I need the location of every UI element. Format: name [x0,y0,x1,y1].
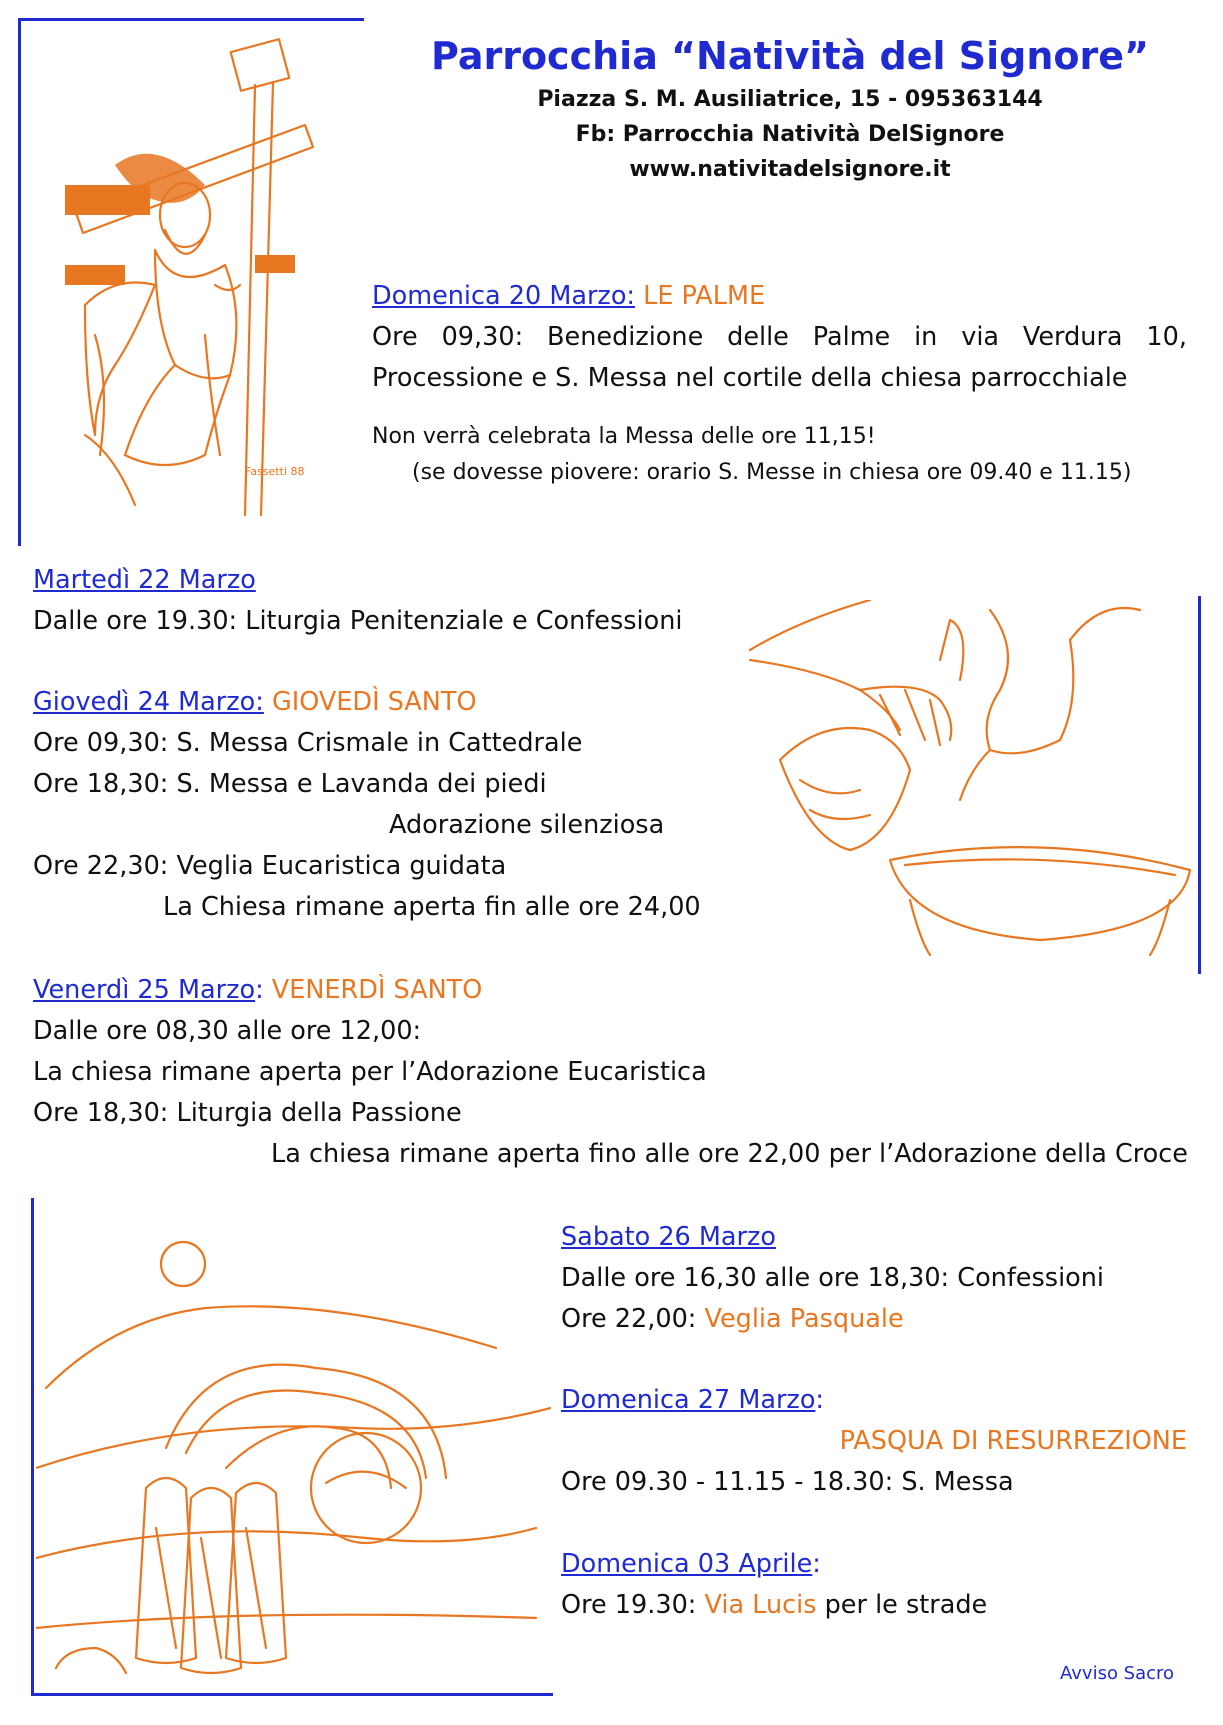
pasqua-colon: : [815,1385,825,1415]
aprile-colon: : [812,1549,821,1579]
page-header [380,30,1200,187]
crucifix-illustration-icon [55,35,325,535]
section-sabato [561,1217,1104,1340]
sabato-line2-highlight: Veglia Pasquale [704,1304,904,1334]
venerdi-colon: : [255,975,264,1005]
venerdi-line4: La chiesa rimane aperta fino alle ore 22,00 per l’Adorazione della Croce [271,1139,1188,1169]
section-martedi [33,560,683,642]
giovedi-line3: Adorazione silenziosa [389,810,665,840]
section-giovedi [33,682,701,928]
section-venerdi [33,970,1188,1175]
frame-left-bottom [31,1198,34,1696]
pasqua-feast: PASQUA DI RESURREZIONE [839,1426,1187,1456]
pasqua-date: Domenica 27 Marzo [561,1385,816,1415]
empty-tomb-illustration-icon [36,1228,551,1688]
palme-line2: Processione e S. Messa nel cortile della chiesa parrocchiale [372,363,1128,393]
venerdi-line2: La chiesa rimane aperta per l’Adorazione Eucaristica [33,1057,707,1087]
giovedi-feast: GIOVEDÌ SANTO [271,687,477,717]
giovedi-line2: Ore 18,30: S. Messa e Lavanda dei piedi [33,769,547,799]
sabato-line2-prefix: Ore 22,00: [561,1304,697,1334]
venerdi-line3: Ore 18,30: Liturgia della Passione [33,1098,462,1128]
section-aprile [561,1544,987,1626]
footer-note: Avviso Sacro [1060,1663,1175,1684]
section-palme [372,276,1187,491]
venerdi-feast: VENERDÌ SANTO [271,975,483,1005]
aprile-suffix: per le strade [824,1590,988,1620]
palme-note2: (se dovesse piovere: orario S. Messe in chiesa ore 09.40 e 11.15) [412,460,1132,485]
header-facebook: Fb: Parrocchia Natività DelSignore [575,122,1005,147]
aprile-date: Domenica 03 Aprile [561,1549,813,1579]
palme-note1: Non verrà celebrata la Messa delle ore 11,15! [372,424,876,449]
aprile-prefix: Ore 19.30: [561,1590,697,1620]
giovedi-line1: Ore 09,30: S. Messa Crismale in Cattedrale [33,728,583,758]
giovedi-line5: La Chiesa rimane aperta fin alle ore 24,00 [163,892,701,922]
pasqua-line1: Ore 09.30 - 11.15 - 18.30: S. Messa [561,1467,1014,1497]
palme-date: Domenica 20 Marzo: [372,281,636,311]
header-address: Piazza S. M. Ausiliatrice, 15 - 095363144 [537,87,1043,112]
palme-feast: LE PALME [643,281,766,311]
sabato-date: Sabato 26 Marzo [561,1222,776,1252]
frame-bottom-left [31,1693,553,1696]
giovedi-date: Giovedì 24 Marzo: [33,687,264,717]
frame-top-left [18,18,364,21]
palme-line1: Ore 09,30: Benedizione delle Palme in via Verdura 10, [372,322,1187,352]
section-pasqua [561,1380,1187,1503]
martedi-line1: Dalle ore 19.30: Liturgia Penitenziale e Confessioni [33,606,683,636]
crucifix-signature: Fassetti 88 [245,465,305,478]
venerdi-date: Venerdì 25 Marzo [33,975,256,1005]
giovedi-line4: Ore 22,30: Veglia Eucaristica guidata [33,851,507,881]
martedi-date: Martedì 22 Marzo [33,565,256,595]
header-website: www.nativitadelsignore.it [629,157,951,182]
venerdi-line1: Dalle ore 08,30 alle ore 12,00: [33,1016,422,1046]
page-title: Parrocchia “Natività del Signore” [431,34,1149,78]
foot-washing-illustration-icon [740,600,1200,960]
frame-left-top [18,18,21,546]
aprile-highlight: Via Lucis [704,1590,817,1620]
sabato-line1: Dalle ore 16,30 alle ore 18,30: Confessioni [561,1263,1104,1293]
